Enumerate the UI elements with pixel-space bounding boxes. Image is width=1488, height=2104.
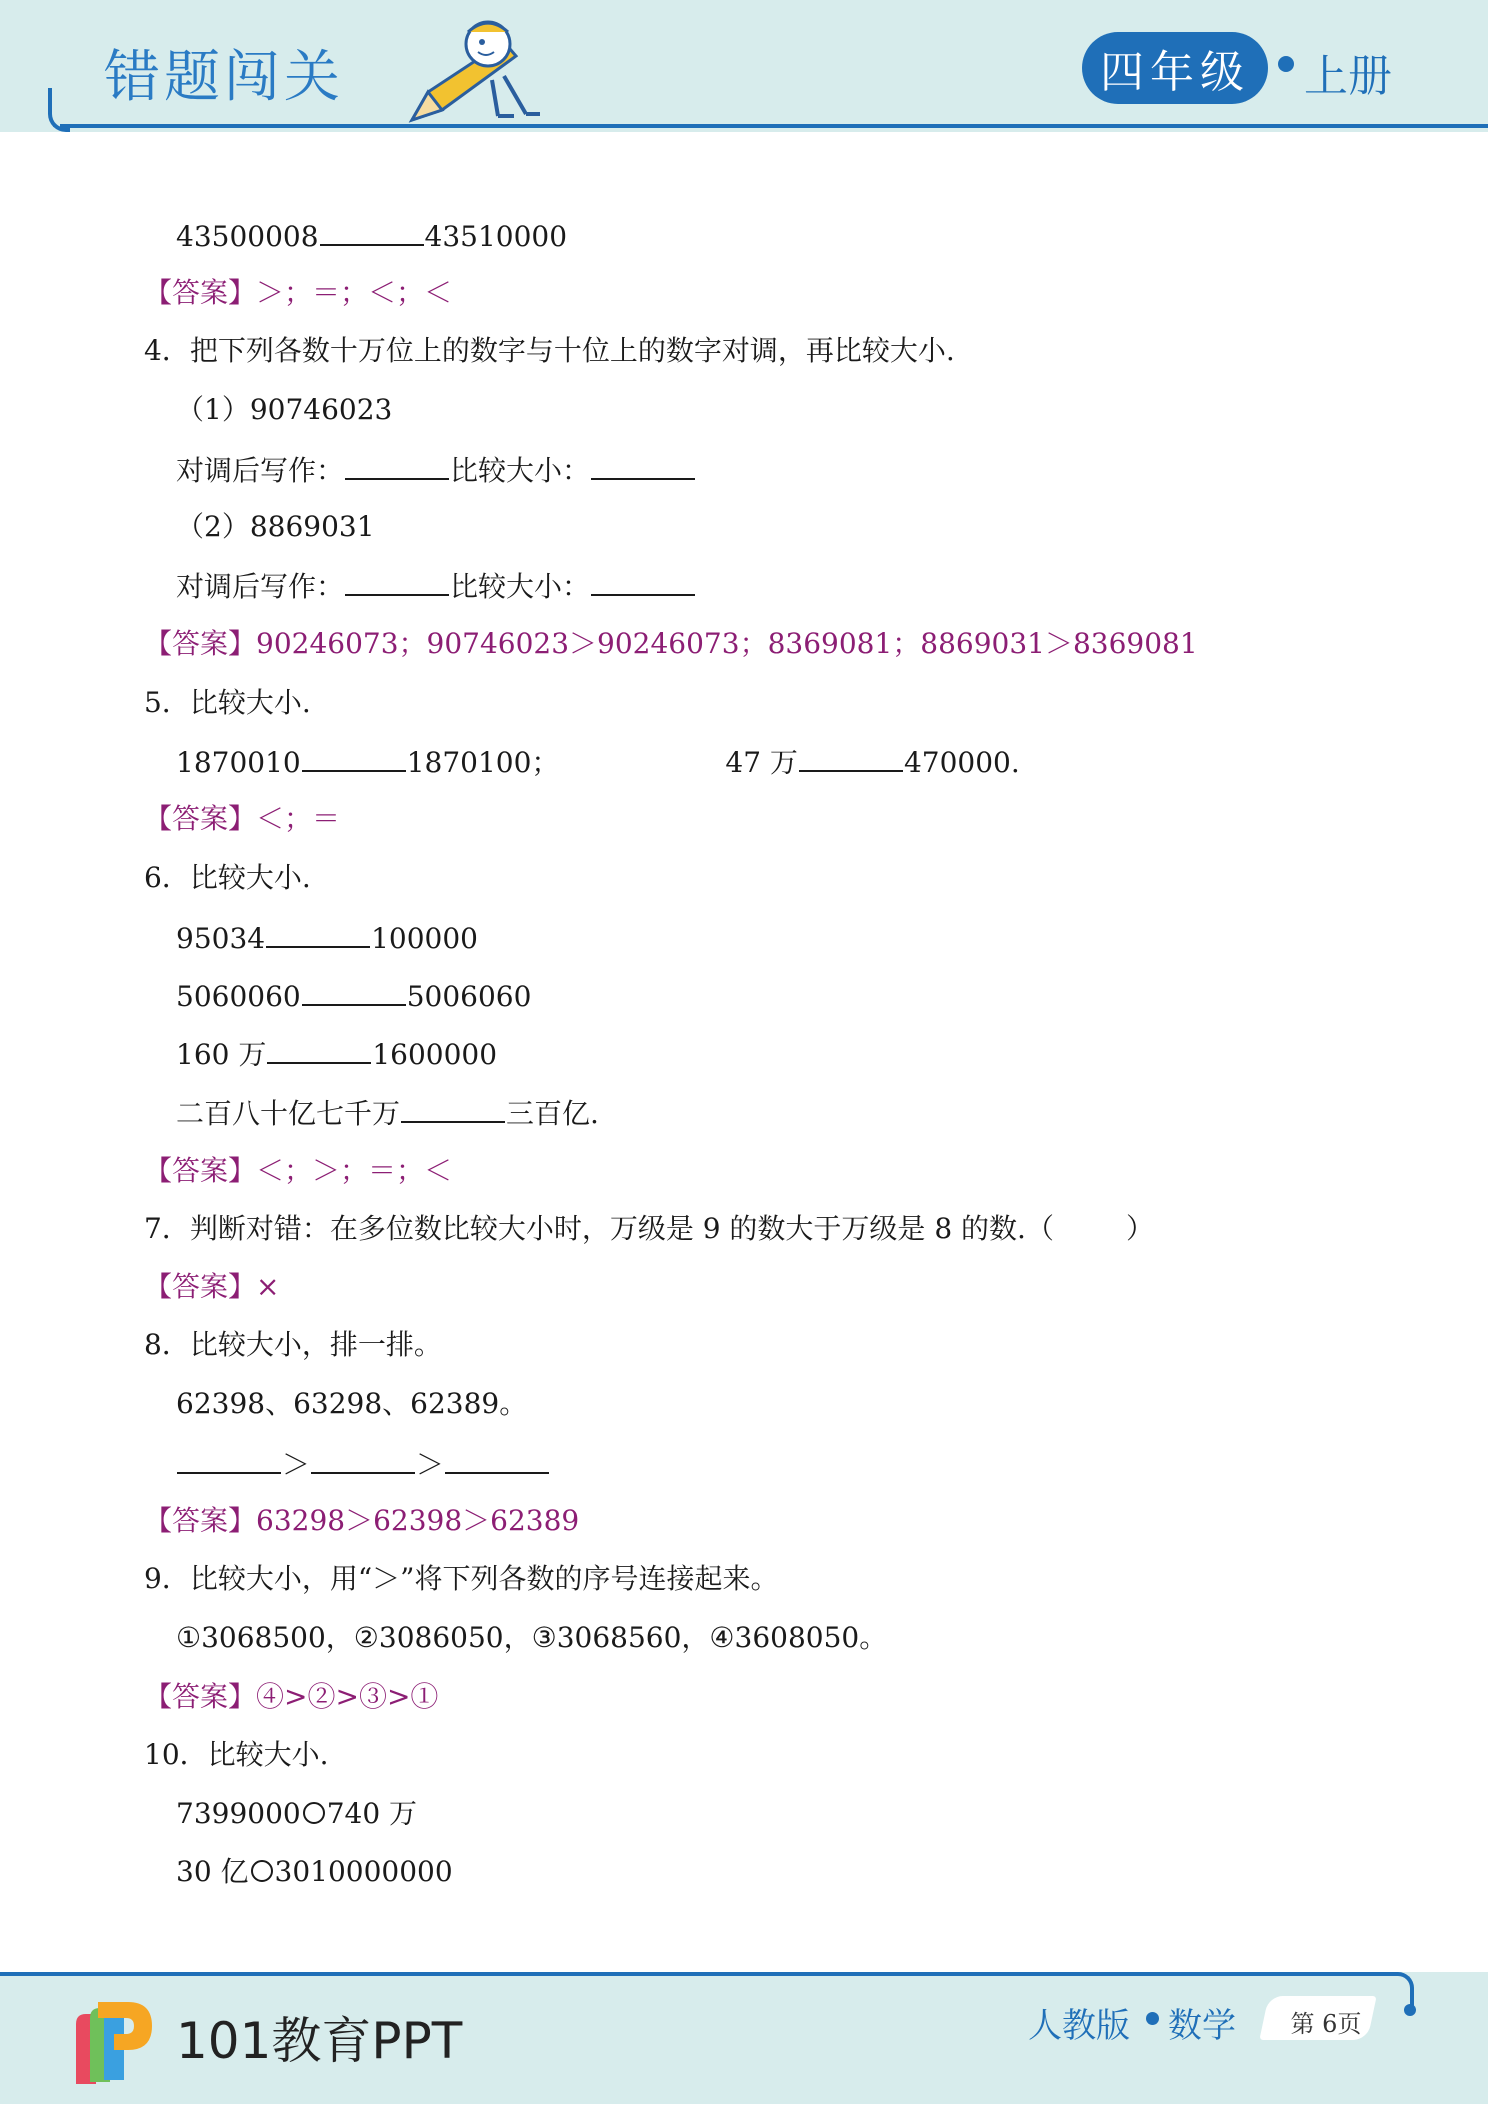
gt-symbol: ＞	[282, 1448, 311, 1481]
question-6-row-2	[176, 978, 531, 1014]
answer-label: 【答案】	[144, 802, 257, 835]
number: 30 亿	[176, 1855, 249, 1888]
question-6-row-4	[176, 1095, 599, 1131]
number: 5060060	[176, 980, 301, 1013]
answer-blank[interactable]	[302, 978, 406, 1006]
question-text: 7．判断对错：在多位数比较大小时，万级是 9 的数大于万级是 8 的数.（	[144, 1212, 1054, 1245]
question-5-stem: 5．比较大小.	[144, 686, 311, 719]
answer-blank[interactable]	[345, 452, 449, 480]
footer-divider	[0, 1972, 1398, 1976]
close-paren: ）	[1125, 1212, 1154, 1245]
answer-blank[interactable]	[445, 1446, 549, 1474]
question-6-row-3	[176, 1036, 497, 1072]
number: 470000.	[903, 746, 1020, 779]
number: 100000	[371, 922, 478, 955]
swap-label: 对调后写作：	[176, 454, 345, 487]
number: 5006060	[406, 980, 532, 1013]
question-4-part-2-row	[176, 568, 696, 604]
answer-blank[interactable]	[266, 920, 370, 948]
answer-blank[interactable]	[267, 1036, 371, 1064]
number: 95034	[176, 922, 266, 955]
answer-blank[interactable]	[401, 1095, 505, 1123]
question-9-numbers: ①3068500，②3086050，③3068560，④3608050。	[176, 1621, 888, 1654]
answer-label: 【答案】	[144, 1270, 257, 1303]
grade-badge	[1082, 32, 1268, 104]
compare-label: 比较大小：	[450, 454, 591, 487]
grade-label: 四年级	[1100, 47, 1250, 98]
swap-label: 对调后写作：	[176, 570, 345, 603]
answer-label: 【答案】	[144, 1680, 257, 1713]
question-10-stem: 10．比较大小.	[144, 1738, 329, 1771]
number: 三百亿.	[506, 1097, 599, 1130]
compare-circle[interactable]	[251, 1860, 273, 1882]
answer-blank[interactable]	[177, 1446, 281, 1474]
answer-label: 【答案】	[144, 627, 257, 660]
number: 二百八十亿七千万	[176, 1097, 401, 1130]
number: 43510000	[424, 220, 568, 253]
footer-curl-dot	[1404, 2004, 1416, 2016]
question-7-stem	[144, 1212, 1154, 1246]
number: 1870010	[176, 746, 301, 779]
answer-text: ④>②>③>①	[256, 1680, 439, 1713]
answer-label: 【答案】	[144, 276, 257, 309]
number: 740 万	[326, 1797, 418, 1830]
number: 1870100；	[406, 746, 560, 779]
answer-blank[interactable]	[591, 452, 695, 480]
subject-label: 数学	[1168, 2006, 1236, 2046]
question-10-row-2	[176, 1855, 453, 1889]
answer-text: ＜；＞；＝；＜	[256, 1154, 453, 1187]
number: 7399000	[176, 1797, 301, 1830]
answer-text: 63298＞62398＞62389	[256, 1504, 580, 1537]
question-4-part-2: （2）8869031	[176, 510, 375, 543]
question-6-stem: 6．比较大小.	[144, 861, 311, 894]
question-4-part-1-row	[176, 452, 696, 488]
number: 43500008	[176, 220, 319, 253]
q3-last-row	[176, 218, 567, 254]
compare-circle[interactable]	[303, 1802, 325, 1824]
answer-7	[144, 1270, 279, 1304]
answer-8	[144, 1504, 579, 1538]
answer-9	[144, 1680, 438, 1714]
number: 160 万	[176, 1038, 267, 1071]
volume-label: 上册	[1304, 51, 1392, 102]
question-6-row-1	[176, 920, 478, 956]
question-8-order-row	[176, 1446, 550, 1482]
footer-dot	[1146, 2012, 1159, 2025]
answer-text: ×	[256, 1270, 280, 1303]
question-4-part-1: （1）90746023	[176, 393, 393, 426]
answer-blank[interactable]	[311, 1446, 415, 1474]
question-8-stem: 8．比较大小，排一排。	[144, 1328, 442, 1361]
question-8-numbers: 62398、63298、62389。	[176, 1387, 528, 1420]
header-divider	[60, 124, 1488, 128]
answer-blank[interactable]	[591, 568, 695, 596]
101-logo-icon	[68, 1994, 154, 2090]
compare-label: 比较大小：	[450, 570, 591, 603]
answer-4	[144, 627, 1198, 661]
number: 1600000	[372, 1038, 498, 1071]
header-dot	[1278, 56, 1294, 72]
answer-text: ＞；＝；＜；＜	[256, 276, 453, 309]
answer-label: 【答案】	[144, 1504, 257, 1537]
edition-label: 人教版	[1028, 2006, 1130, 2046]
answer-5	[144, 802, 340, 836]
number: 3010000000	[274, 1855, 453, 1888]
gt-symbol: ＞	[416, 1448, 445, 1481]
answer-blank[interactable]	[302, 744, 406, 772]
brand-name: 101教育PPT	[176, 2012, 463, 2070]
answer-label: 【答案】	[144, 1154, 257, 1187]
page-number: 第 6页	[1290, 2010, 1362, 2038]
answer-3	[144, 276, 452, 310]
question-10-row-1	[176, 1797, 417, 1831]
question-5-row	[176, 744, 1020, 780]
pencil-mascot-icon	[408, 16, 548, 126]
header-title: 错题闯关	[104, 45, 344, 110]
question-4-stem: 4．把下列各数十万位上的数字与十位上的数字对调，再比较大小.	[144, 334, 955, 367]
answer-blank[interactable]	[799, 744, 903, 772]
number: 47 万	[725, 746, 798, 779]
answer-text: 90246073；90746023＞90246073；8369081；8869031＞8369081	[256, 627, 1198, 660]
answer-text: ＜；＝	[256, 802, 341, 835]
answer-6	[144, 1154, 452, 1188]
answer-blank[interactable]	[320, 218, 424, 246]
question-9-stem: 9．比较大小，用“＞”将下列各数的序号连接起来。	[144, 1562, 779, 1595]
answer-blank[interactable]	[345, 568, 449, 596]
